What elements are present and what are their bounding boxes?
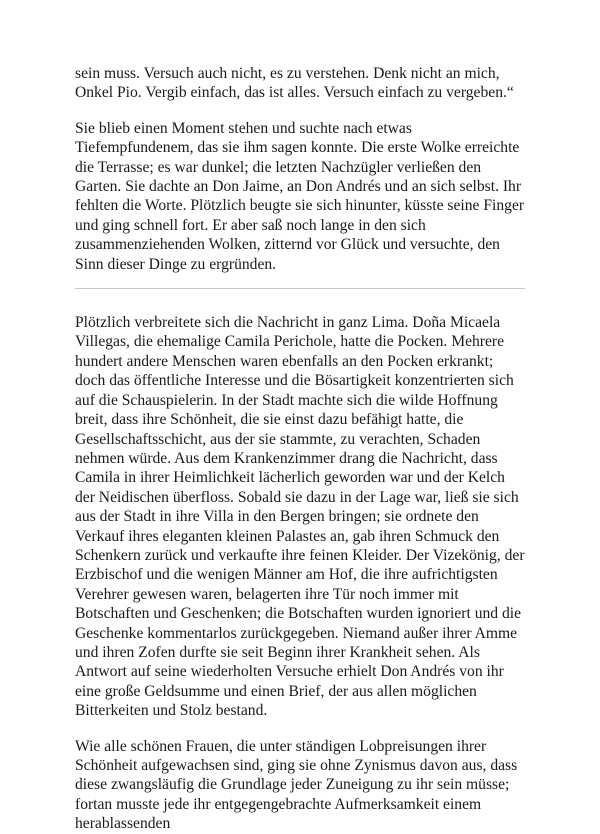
paragraph-gap xyxy=(75,103,525,119)
paragraph-terrace-scene: Sie blieb einen Moment stehen und suchte nach etwas Tiefempfundenem, das sie ihm sagen konnte. Die erste Wolke erreichte die Terrasse; es war dunkel; die letzten Nachzügler verließen den Garten. Sie dachte an Don Jaime, an Don Andrés und an sich selbst. Ihr fehlten die Worte. Plötzlich beugte sie sich hinunter, küsste seine Finger und ging schnell fort. Er aber saß noch lange in den sich zusammenziehenden Wolken, zitternd vor Glück und versuchte, den Sinn dieser Dinge zu ergründen. xyxy=(75,119,525,273)
paragraph-closing-dialogue: sein muss. Versuch auch nicht, es zu verstehen. Denk nicht an mich, Onkel Pio. Vergib einfach, das ist alles. Versuch einfach zu vergeben.“ xyxy=(75,65,514,102)
paragraph-beautiful-women: Wie alle schönen Frauen, die unter ständigen Lobpreisungen ihrer Schönheit aufgewachsen sind, ging sie ohne Zynismus davon aus, dass diese zwangsläufig die Grundlage jeder Zuneigung zu ihr sein müsse; fortan musste jede ihr entgegengebrachte Aufmerksamkeit einem herablassenden xyxy=(75,737,518,833)
document-page xyxy=(75,64,525,834)
section-divider xyxy=(75,288,525,289)
paragraph-gap xyxy=(75,721,525,737)
paragraph-smallpox-news: Plötzlich verbreitete sich die Nachricht in ganz Lima. Doña Micaela Villegas, die ehemalige Camila Perichole, hatte die Pocken. Mehrere hundert andere Menschen waren ebenfalls an den Pocken erkrankt; doch das öffentliche Interesse und die Bösartigkeit konzentrierten sich auf die Schauspielerin. In der Stadt machte sich die wilde Hoffnung breit, dass ihre Schönheit, die sie einst dazu befähigt hatte, die Gesellschaftsschicht, aus der sie stammte, zu verachten, Schaden nehmen würde. Aus dem Krankenzimmer drang die Nachricht, dass Camila in ihrer Heimlichkeit lächerlich geworden war und der Kelch der Neidischen überfloss. Sobald sie dazu in der Lage war, ließ sie sich aus der Stadt in ihre Villa in den Bergen bringen; sie ordnete den Verkauf ihres eleganten kleinen Palastes an, gab ihren Schmuck den Schenkern zurück und verkaufte ihre feinen Kleider. Der Vizekönig, der Erzbischof und die wenigen Männer am Hof, die ihre aufrichtigsten Verehrer gewesen waren, belagerten ihre Tür noch immer mit Botschaften und Geschenken; die Botschaften wurden ignoriert und die Geschenke kommentarlos zurückgegeben. Niemand außer ihrer Amme und ihren Zofen durfte sie seit Beginn ihrer Krankheit sehen. Als Antwort auf seine wiederholten Versuche erhielt Don Andrés von ihr eine große Geldsumme und einen Brief, der aus allen möglichen Bitterkeiten und Stolz bestand. xyxy=(75,314,525,720)
